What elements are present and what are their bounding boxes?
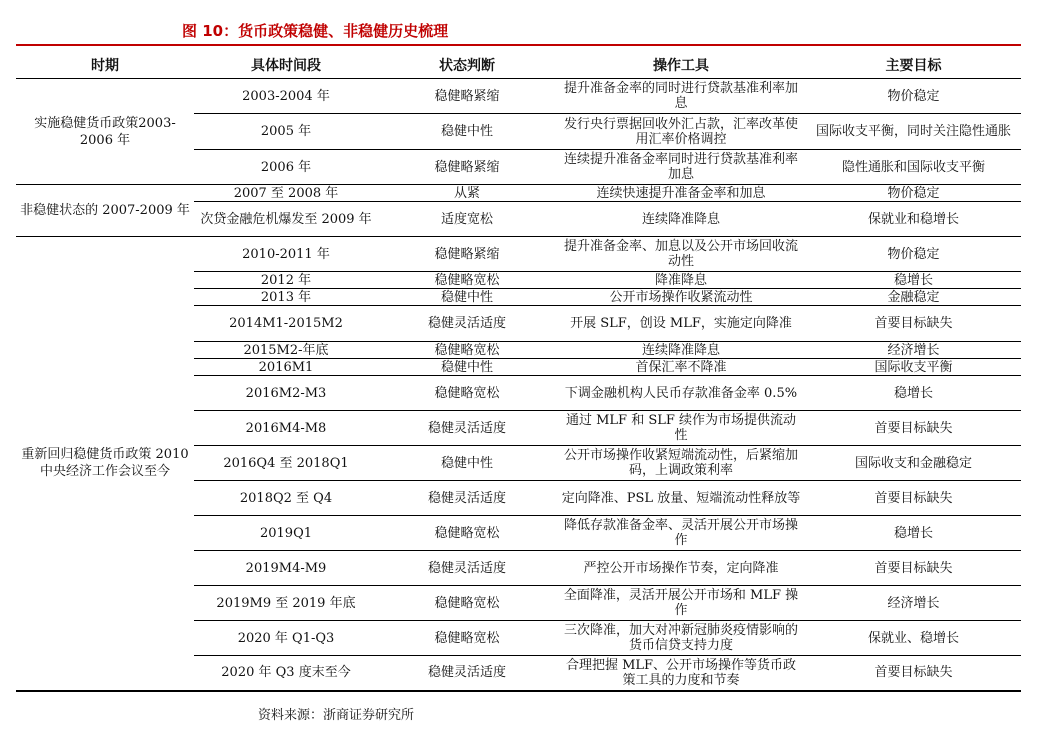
- tool-cell: 公开市场操作收紧短端流动性，后紧缩加码，上调政策利率: [556, 446, 806, 481]
- tool-cell: 首保汇率不降准: [556, 359, 806, 376]
- time-cell: 2013 年: [194, 289, 378, 306]
- tool-cell: 提升准备金率的同时进行贷款基准利率加息: [556, 79, 806, 114]
- goal-cell: 金融稳定: [806, 289, 1021, 306]
- goal-cell: 保就业、稳增长: [806, 621, 1021, 656]
- period-cell: 实施稳健货币政策2003-2006 年: [16, 79, 194, 185]
- header-row: [16, 52, 1021, 79]
- time-cell: 2019Q1: [194, 516, 378, 551]
- time-cell: 2018Q2 至 Q4: [194, 481, 378, 516]
- tool-cell: 降低存款准备金率、灵活开展公开市场操作: [556, 516, 806, 551]
- table-body: [16, 79, 1021, 691]
- goal-cell: 稳增长: [806, 516, 1021, 551]
- state-cell: 稳健略宽松: [378, 376, 556, 411]
- time-cell: 2020 年 Q3 度末至今: [194, 656, 378, 691]
- state-cell: 稳健中性: [378, 446, 556, 481]
- time-cell: 2015M2-年底: [194, 342, 378, 359]
- time-cell: 2010-2011 年: [194, 237, 378, 272]
- source-note: 资料来源：浙商证券研究所: [258, 708, 415, 723]
- state-cell: 稳健中性: [378, 359, 556, 376]
- goal-cell: 保就业和稳增长: [806, 202, 1021, 237]
- time-cell: 2016M1: [194, 359, 378, 376]
- goal-cell: 国际收支平衡，同时关注隐性通胀: [806, 114, 1021, 150]
- tool-cell: 公开市场操作收紧流动性: [556, 289, 806, 306]
- goal-cell: 隐性通胀和国际收支平衡: [806, 150, 1021, 185]
- header-state: 状态判断: [378, 52, 556, 79]
- time-cell: 2020 年 Q1-Q3: [194, 621, 378, 656]
- tool-cell: 通过 MLF 和 SLF 续作为市场提供流动性: [556, 411, 806, 446]
- goal-cell: 首要目标缺失: [806, 411, 1021, 446]
- state-cell: 稳健灵活适度: [378, 306, 556, 342]
- time-cell: 2007 至 2008 年: [194, 185, 378, 202]
- table-row: [16, 185, 1021, 202]
- tool-cell: 开展 SLF，创设 MLF，实施定向降准: [556, 306, 806, 342]
- figure-title: 图 10：货币政策稳健、非稳健历史梳理: [182, 22, 449, 40]
- tool-cell: 下调金融机构人民币存款准备金率 0.5%: [556, 376, 806, 411]
- tool-cell: 全面降准，灵活开展公开市场和 MLF 操作: [556, 586, 806, 621]
- header-goal: 主要目标: [806, 52, 1021, 79]
- state-cell: 稳健略宽松: [378, 586, 556, 621]
- time-cell: 2016M4-M8: [194, 411, 378, 446]
- state-cell: 适度宽松: [378, 202, 556, 237]
- goal-cell: 经济增长: [806, 342, 1021, 359]
- state-cell: 稳健灵活适度: [378, 551, 556, 586]
- state-cell: 稳健中性: [378, 289, 556, 306]
- state-cell: 稳健略宽松: [378, 516, 556, 551]
- goal-cell: 首要目标缺失: [806, 551, 1021, 586]
- tool-cell: 降准降息: [556, 272, 806, 289]
- time-cell: 2005 年: [194, 114, 378, 150]
- tool-cell: 合理把握 MLF、公开市场操作等货币政策工具的力度和节奏: [556, 656, 806, 691]
- time-cell: 次贷金融危机爆发至 2009 年: [194, 202, 378, 237]
- table-row: [16, 237, 1021, 272]
- state-cell: 稳健略宽松: [378, 342, 556, 359]
- tool-cell: 连续快速提升准备金率和加息: [556, 185, 806, 202]
- period-cell: 非稳健状态的 2007-2009 年: [16, 185, 194, 237]
- goal-cell: 物价稳定: [806, 79, 1021, 114]
- time-cell: 2014M1-2015M2: [194, 306, 378, 342]
- time-cell: 2016Q4 至 2018Q1: [194, 446, 378, 481]
- tool-cell: 提升准备金率、加息以及公开市场回收流动性: [556, 237, 806, 272]
- goal-cell: 国际收支和金融稳定: [806, 446, 1021, 481]
- goal-cell: 国际收支平衡: [806, 359, 1021, 376]
- goal-cell: 首要目标缺失: [806, 656, 1021, 691]
- state-cell: 稳健略紧缩: [378, 79, 556, 114]
- policy-history-table: [16, 52, 1021, 692]
- header-period: 时期: [16, 52, 194, 79]
- state-cell: 稳健略紧缩: [378, 237, 556, 272]
- time-cell: 2006 年: [194, 150, 378, 185]
- tool-cell: 定向降准、PSL 放量、短端流动性释放等: [556, 481, 806, 516]
- title-rule: [16, 44, 1021, 46]
- goal-cell: 稳增长: [806, 272, 1021, 289]
- state-cell: 稳健灵活适度: [378, 411, 556, 446]
- time-cell: 2012 年: [194, 272, 378, 289]
- goal-cell: 首要目标缺失: [806, 306, 1021, 342]
- time-cell: 2003-2004 年: [194, 79, 378, 114]
- tool-cell: 严控公开市场操作节奏，定向降准: [556, 551, 806, 586]
- tool-cell: 连续降准降息: [556, 202, 806, 237]
- state-cell: 稳健灵活适度: [378, 481, 556, 516]
- state-cell: 稳健中性: [378, 114, 556, 150]
- state-cell: 稳健略宽松: [378, 621, 556, 656]
- time-cell: 2019M9 至 2019 年底: [194, 586, 378, 621]
- state-cell: 稳健灵活适度: [378, 656, 556, 691]
- tool-cell: 连续降准降息: [556, 342, 806, 359]
- table-row: [16, 79, 1021, 114]
- state-cell: 从紧: [378, 185, 556, 202]
- goal-cell: 经济增长: [806, 586, 1021, 621]
- header-tools: 操作工具: [556, 52, 806, 79]
- goal-cell: 首要目标缺失: [806, 481, 1021, 516]
- tool-cell: 连续提升准备金率同时进行贷款基准利率加息: [556, 150, 806, 185]
- goal-cell: 物价稳定: [806, 237, 1021, 272]
- state-cell: 稳健略宽松: [378, 272, 556, 289]
- time-cell: 2019M4-M9: [194, 551, 378, 586]
- goal-cell: 稳增长: [806, 376, 1021, 411]
- goal-cell: 物价稳定: [806, 185, 1021, 202]
- period-cell: 重新回归稳健货币政策 2010 中央经济工作会议至今: [16, 237, 194, 691]
- tool-cell: 三次降准，加大对冲新冠肺炎疫情影响的货币信贷支持力度: [556, 621, 806, 656]
- state-cell: 稳健略紧缩: [378, 150, 556, 185]
- time-cell: 2016M2-M3: [194, 376, 378, 411]
- tool-cell: 发行央行票据回收外汇占款，汇率改革使用汇率价格调控: [556, 114, 806, 150]
- header-time-range: 具体时间段: [194, 52, 378, 79]
